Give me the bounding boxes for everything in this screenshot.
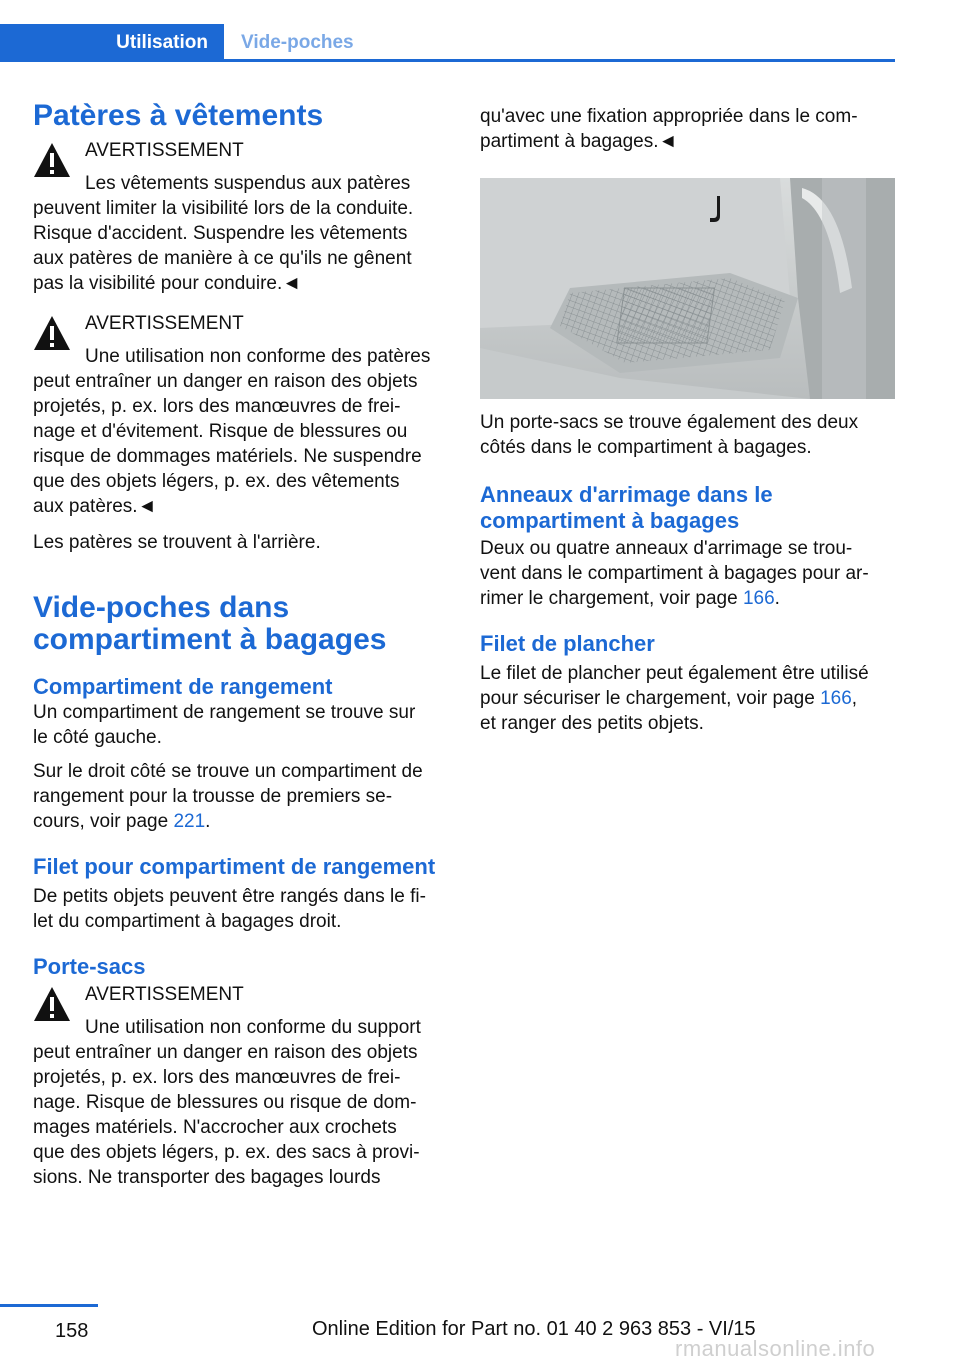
edition-text: Online Edition for Part no. 01 40 2 963 853 - VI/15 bbox=[312, 1318, 756, 1340]
text-line: Un porte-sacs se trouve également des deux bbox=[480, 412, 859, 433]
section-title-vide-poches bbox=[33, 592, 449, 656]
warning-block-2 bbox=[33, 311, 449, 519]
warning-text-line: Une utilisation non conforme des patères bbox=[85, 346, 431, 367]
watermark: rmanualsonline.info bbox=[675, 1336, 876, 1361]
page-header bbox=[0, 0, 895, 62]
warning-block-1 bbox=[33, 138, 449, 296]
subsection-title-filet-plancher: Filet de plancher bbox=[480, 631, 655, 656]
warning-text-line: peut entraîner un danger en raison des objets bbox=[33, 1042, 418, 1063]
subsection-title-line: Anneaux d'arrimage dans le bbox=[480, 482, 773, 507]
warning-text-line: nage et d'évitement. Risque de blessures ou bbox=[33, 421, 408, 442]
text-line: let du compartiment à bagages droit. bbox=[33, 911, 342, 932]
paragraph-continuation bbox=[480, 104, 898, 154]
text-fragment: . bbox=[205, 811, 211, 832]
text-line: partiment à bagages.◄ bbox=[480, 131, 678, 152]
text-fragment: . bbox=[774, 588, 780, 609]
warning-triangle-icon bbox=[33, 986, 71, 1022]
text-line: rangement pour la trousse de premiers se‐ bbox=[33, 786, 393, 807]
page-link-166[interactable]: 166 bbox=[742, 588, 775, 609]
warning-title: AVERTISSEMENT bbox=[85, 984, 244, 1005]
warning-text-line: que des objets légers, p. ex. des sacs à provi‐ bbox=[33, 1142, 420, 1163]
paragraph-compartiment-gauche bbox=[33, 700, 449, 750]
text-line: De petits objets peuvent être rangés dans le fi‐ bbox=[33, 886, 426, 907]
warning-text-line: Les vêtements suspendus aux patères bbox=[85, 173, 411, 194]
warning-text-line: aux patères de manière à ce qu'ils ne gênent bbox=[33, 248, 412, 269]
subsection-title-filet-rangement: Filet pour compartiment de rangement bbox=[33, 854, 436, 879]
paragraph-pateres-location: Les patères se trouvent à l'arrière. bbox=[33, 532, 321, 553]
warning-triangle-icon bbox=[33, 142, 71, 178]
tab-utilisation-label: Utilisation bbox=[116, 32, 208, 53]
tab-utilisation[interactable] bbox=[0, 24, 224, 62]
text-line: côtés dans le compartiment à bagages. bbox=[480, 437, 812, 458]
page-number: 158 bbox=[55, 1320, 89, 1342]
paragraph-filet-rangement bbox=[33, 884, 449, 934]
text-fragment: pour sécuriser le chargement, voir page bbox=[480, 688, 821, 709]
footer-rule bbox=[0, 1304, 98, 1307]
left-column bbox=[33, 100, 449, 1190]
warning-text-line: peut entraîner un danger en raison des objets bbox=[33, 371, 418, 392]
warning-text-line: projetés, p. ex. lors des manœuvres de frei‐ bbox=[33, 1067, 401, 1088]
warning-text-line: Risque d'accident. Suspendre les vêtements bbox=[33, 223, 408, 244]
warning-text-line: projetés, p. ex. lors des manœuvres de frei‐ bbox=[33, 396, 401, 417]
warning-text-line: que des objets légers, p. ex. des vêtements bbox=[33, 471, 400, 492]
header-rule bbox=[0, 59, 895, 62]
subsection-title-compartiment: Compartiment de rangement bbox=[33, 674, 333, 699]
section-title-line: Vide-poches dans bbox=[33, 591, 290, 624]
warning-text-line: Une utilisation non conforme du support bbox=[85, 1017, 421, 1038]
paragraph-porte-sacs bbox=[480, 410, 898, 460]
tab-vide-poches-label: Vide-poches bbox=[241, 32, 354, 53]
warning-text-line: sions. Ne transporter des bagages lourds bbox=[33, 1167, 381, 1188]
warning-text-line: nage. Risque de blessures ou risque de dom‐ bbox=[33, 1092, 417, 1113]
text-line: Un compartiment de rangement se trouve sur bbox=[33, 702, 416, 723]
warning-text-line: aux patères.◄ bbox=[33, 496, 157, 517]
text-fragment: cours, voir page bbox=[33, 811, 174, 832]
text-line: Deux ou quatre anneaux d'arrimage se trou‐ bbox=[480, 538, 853, 559]
text-line bbox=[480, 586, 898, 611]
text-line: et ranger des petits objets. bbox=[480, 713, 704, 734]
paragraph-compartiment-droit bbox=[33, 759, 449, 834]
subsection-title-porte-sacs: Porte-sacs bbox=[33, 954, 146, 979]
warning-triangle-icon bbox=[33, 315, 71, 351]
text-fragment: rimer le chargement, voir page bbox=[480, 588, 743, 609]
paragraph-anneaux bbox=[480, 536, 898, 611]
warning-text-line: peuvent limiter la visibilité lors de la conduite. bbox=[33, 198, 414, 219]
text-line bbox=[33, 809, 449, 834]
section-title-line: compartiment à bagages bbox=[33, 623, 387, 656]
paragraph-filet-plancher bbox=[480, 661, 898, 736]
text-line bbox=[480, 686, 898, 711]
warning-text-line: mages matériels. N'accrocher aux crochets bbox=[33, 1117, 397, 1138]
text-line: le côté gauche. bbox=[33, 727, 162, 748]
warning-title: AVERTISSEMENT bbox=[85, 140, 244, 161]
text-fragment: , bbox=[851, 688, 858, 709]
subsection-title-line: compartiment à bagages bbox=[480, 508, 740, 533]
trunk-photo bbox=[480, 178, 895, 399]
warning-text-line: pas la visibilité pour conduire.◄ bbox=[33, 273, 302, 294]
text-line: Le filet de plancher peut également être utilisé bbox=[480, 663, 869, 684]
warning-title: AVERTISSEMENT bbox=[85, 313, 244, 334]
subsection-title-anneaux bbox=[480, 482, 898, 534]
right-column bbox=[480, 104, 898, 736]
warning-block-3 bbox=[33, 982, 449, 1190]
page-link-221[interactable]: 221 bbox=[173, 811, 206, 832]
text-line: Sur le droit côté se trouve un compartiment de bbox=[33, 761, 423, 782]
section-title-pateres: Patères à vêtements bbox=[33, 99, 324, 132]
tab-vide-poches[interactable] bbox=[224, 24, 354, 62]
warning-text-line: risque de dommages matériels. Ne suspendre bbox=[33, 446, 422, 467]
text-line: qu'avec une fixation appropriée dans le com‐ bbox=[480, 106, 858, 127]
text-line: vent dans le compartiment à bagages pour ar‐ bbox=[480, 563, 869, 584]
page-link-166[interactable]: 166 bbox=[820, 688, 852, 709]
